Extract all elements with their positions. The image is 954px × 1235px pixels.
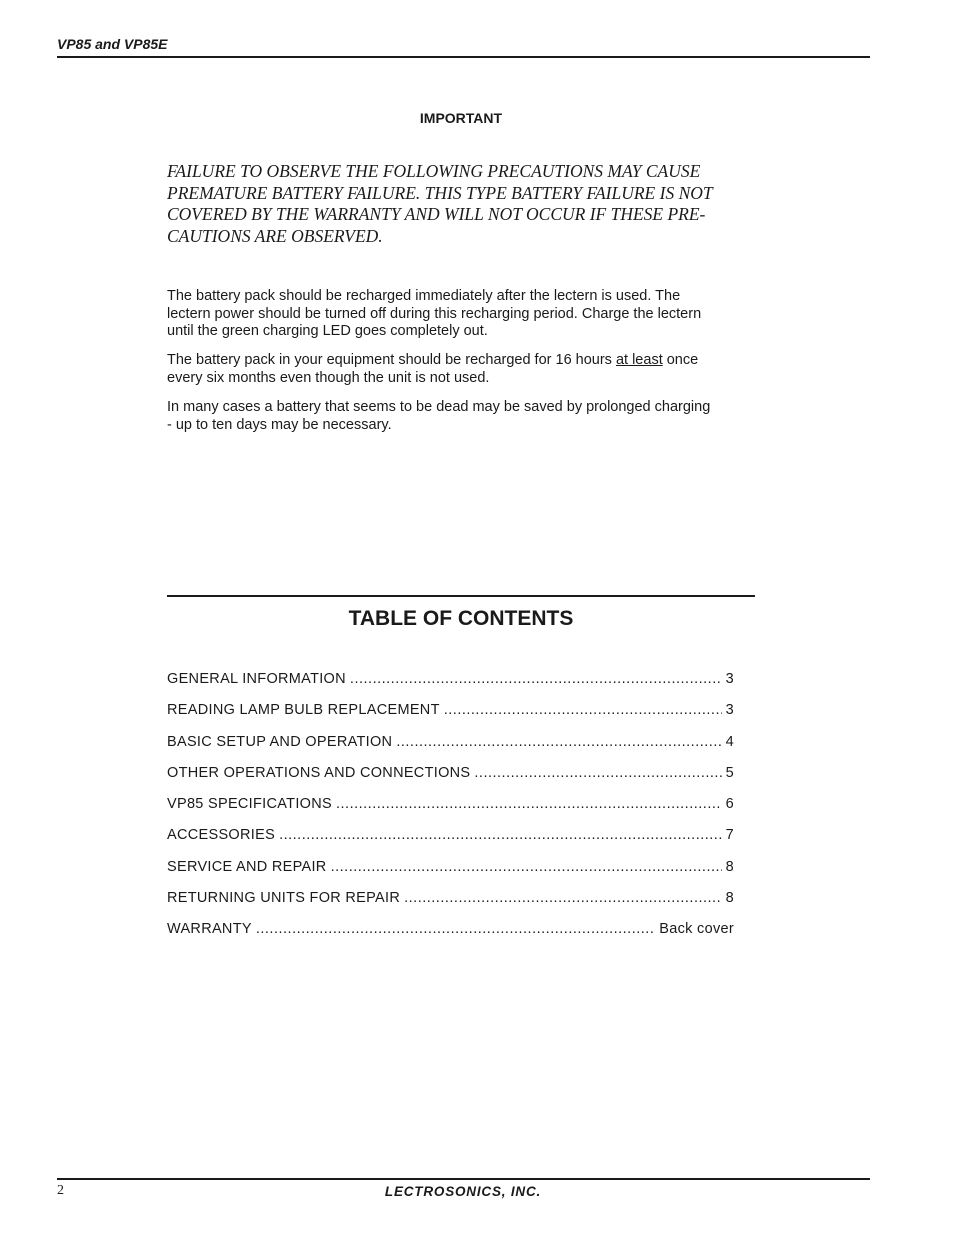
text-run: The battery pack in your equipment should be recharged for 16 hours — [167, 352, 616, 368]
toc-leader-dots — [331, 859, 722, 875]
toc-entry-page: 3 — [725, 671, 734, 687]
important-heading: IMPORTANT — [419, 110, 503, 126]
company-name: LECTROSONICS, INC. — [384, 1184, 542, 1199]
paragraph-line — [167, 352, 767, 370]
toc-leader-dots — [256, 921, 655, 937]
toc-entry-page: 6 — [725, 796, 734, 813]
toc-entry[interactable] — [167, 765, 734, 796]
toc-title: TABLE OF CONTENTS — [348, 607, 574, 630]
header-rule — [57, 56, 870, 58]
toc-entry-label: SERVICE AND REPAIR — [167, 858, 327, 875]
header-title: VP85 and VP85E — [57, 36, 168, 52]
toc-rule — [167, 595, 755, 597]
toc-entry-label: ACCESSORIES — [167, 827, 276, 844]
underlined-text: at least — [615, 352, 663, 368]
toc-entry-label: RETURNING UNITS FOR REPAIR — [167, 890, 401, 907]
text-run: once — [662, 352, 699, 368]
toc-leader-dots — [336, 796, 722, 812]
toc-entry-page: 5 — [725, 764, 734, 781]
toc-entry-label: WARRANTY — [167, 921, 252, 938]
warning-line: CAUTIONS ARE OBSERVED. — [167, 225, 383, 246]
paragraph-line: - up to ten days may be necessary. — [167, 416, 392, 433]
warning-line: COVERED BY THE WARRANTY AND WILL NOT OCCUR IF THESE PRE- — [167, 204, 706, 224]
toc-entry[interactable] — [167, 827, 734, 858]
warning-line: PREMATURE BATTERY FAILURE. THIS TYPE BATTERY FAILURE IS NOT — [167, 182, 713, 203]
toc-entry-label: BASIC SETUP AND OPERATION — [167, 733, 393, 750]
toc-entry[interactable] — [167, 796, 734, 827]
toc-leader-dots — [474, 765, 721, 781]
paragraph-line: The battery pack should be recharged immediately after the lectern is used. The — [167, 288, 681, 304]
paragraph-line: every six months even though the unit is not used. — [167, 369, 490, 386]
toc-entry-label: READING LAMP BULB REPLACEMENT — [167, 702, 440, 719]
warning-line: FAILURE TO OBSERVE THE FOLLOWING PRECAUTIONS MAY CAUSE — [167, 161, 701, 181]
toc-list — [167, 671, 734, 953]
toc-entry[interactable] — [167, 859, 734, 890]
paragraph-line: until the green charging LED goes completely out. — [167, 323, 488, 340]
toc-entry[interactable] — [167, 702, 734, 733]
toc-entry-label: VP85 SPECIFICATIONS — [167, 796, 332, 813]
paragraph-line: In many cases a battery that seems to be dead may be saved by prolonged charging — [167, 399, 711, 415]
six-months-paragraph — [167, 352, 767, 387]
toc-entry-page: 3 — [725, 702, 734, 719]
toc-entry-page: 8 — [725, 858, 734, 875]
toc-leader-dots — [404, 890, 722, 906]
page-number: 2 — [57, 1183, 64, 1198]
toc-entry[interactable] — [167, 921, 734, 952]
toc-entry-label: OTHER OPERATIONS AND CONNECTIONS — [167, 764, 471, 781]
toc-entry-page: Back cover — [659, 921, 734, 938]
recharge-paragraph — [167, 288, 767, 341]
toc-entry-page: 7 — [725, 827, 734, 844]
toc-entry[interactable] — [167, 734, 734, 765]
toc-leader-dots — [396, 734, 721, 750]
toc-entry-page: 4 — [725, 733, 734, 750]
toc-entry-label: GENERAL INFORMATION — [167, 671, 346, 687]
toc-leader-dots — [350, 671, 722, 687]
warning-text — [167, 161, 767, 247]
toc-leader-dots — [444, 702, 722, 718]
toc-entry[interactable] — [167, 890, 734, 921]
dead-battery-paragraph — [167, 399, 767, 434]
toc-leader-dots — [279, 827, 722, 843]
toc-entry[interactable] — [167, 671, 734, 702]
paragraph-line: lectern power should be turned off during this recharging period. Charge the lectern — [167, 305, 702, 322]
footer-rule — [57, 1178, 870, 1180]
toc-entry-page: 8 — [725, 890, 734, 907]
